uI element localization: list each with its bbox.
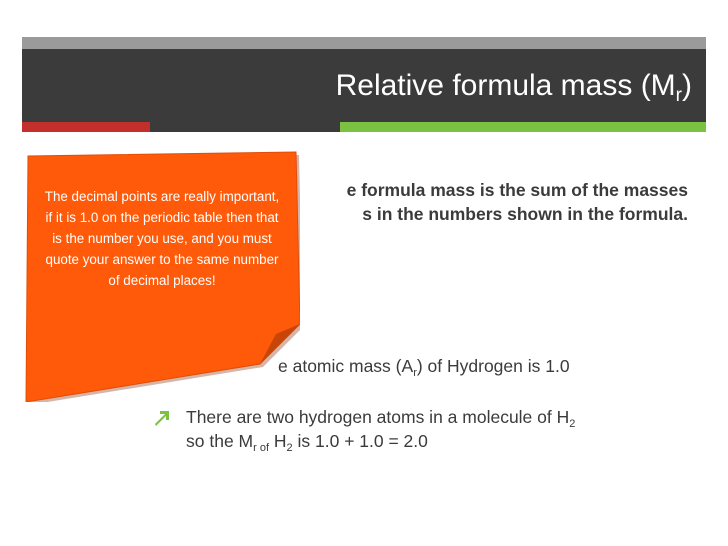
arrow-bullet-icon xyxy=(152,408,172,428)
accent-bar-red xyxy=(22,122,150,132)
title-bar xyxy=(22,49,706,122)
definition-text: e formula mass is the sum of the masses s in the numbers shown in the formula. xyxy=(346,180,688,224)
header-top-strip xyxy=(22,37,706,49)
h2-bullet: There are two hydrogen atoms in a molecule of $H_2$ so the $M_{r of}$ $H_2$ is 1.0 + 1.0 = 2.0 xyxy=(152,405,575,453)
callout-note xyxy=(24,150,300,402)
atomic-mass-text: e atomic mass $(A_r)$ of Hydrogen is 1.0 xyxy=(278,356,570,379)
accent-bar-dark xyxy=(150,122,340,132)
accent-bar-green xyxy=(340,122,706,132)
slide-title: Relative formula mass $(M_r)$ xyxy=(335,69,692,106)
callout-text: The decimal points are really important, if it is 1.0 on the periodic table then that is the number you use, and you must quote your answer to the same number of decimal places! xyxy=(44,189,280,288)
